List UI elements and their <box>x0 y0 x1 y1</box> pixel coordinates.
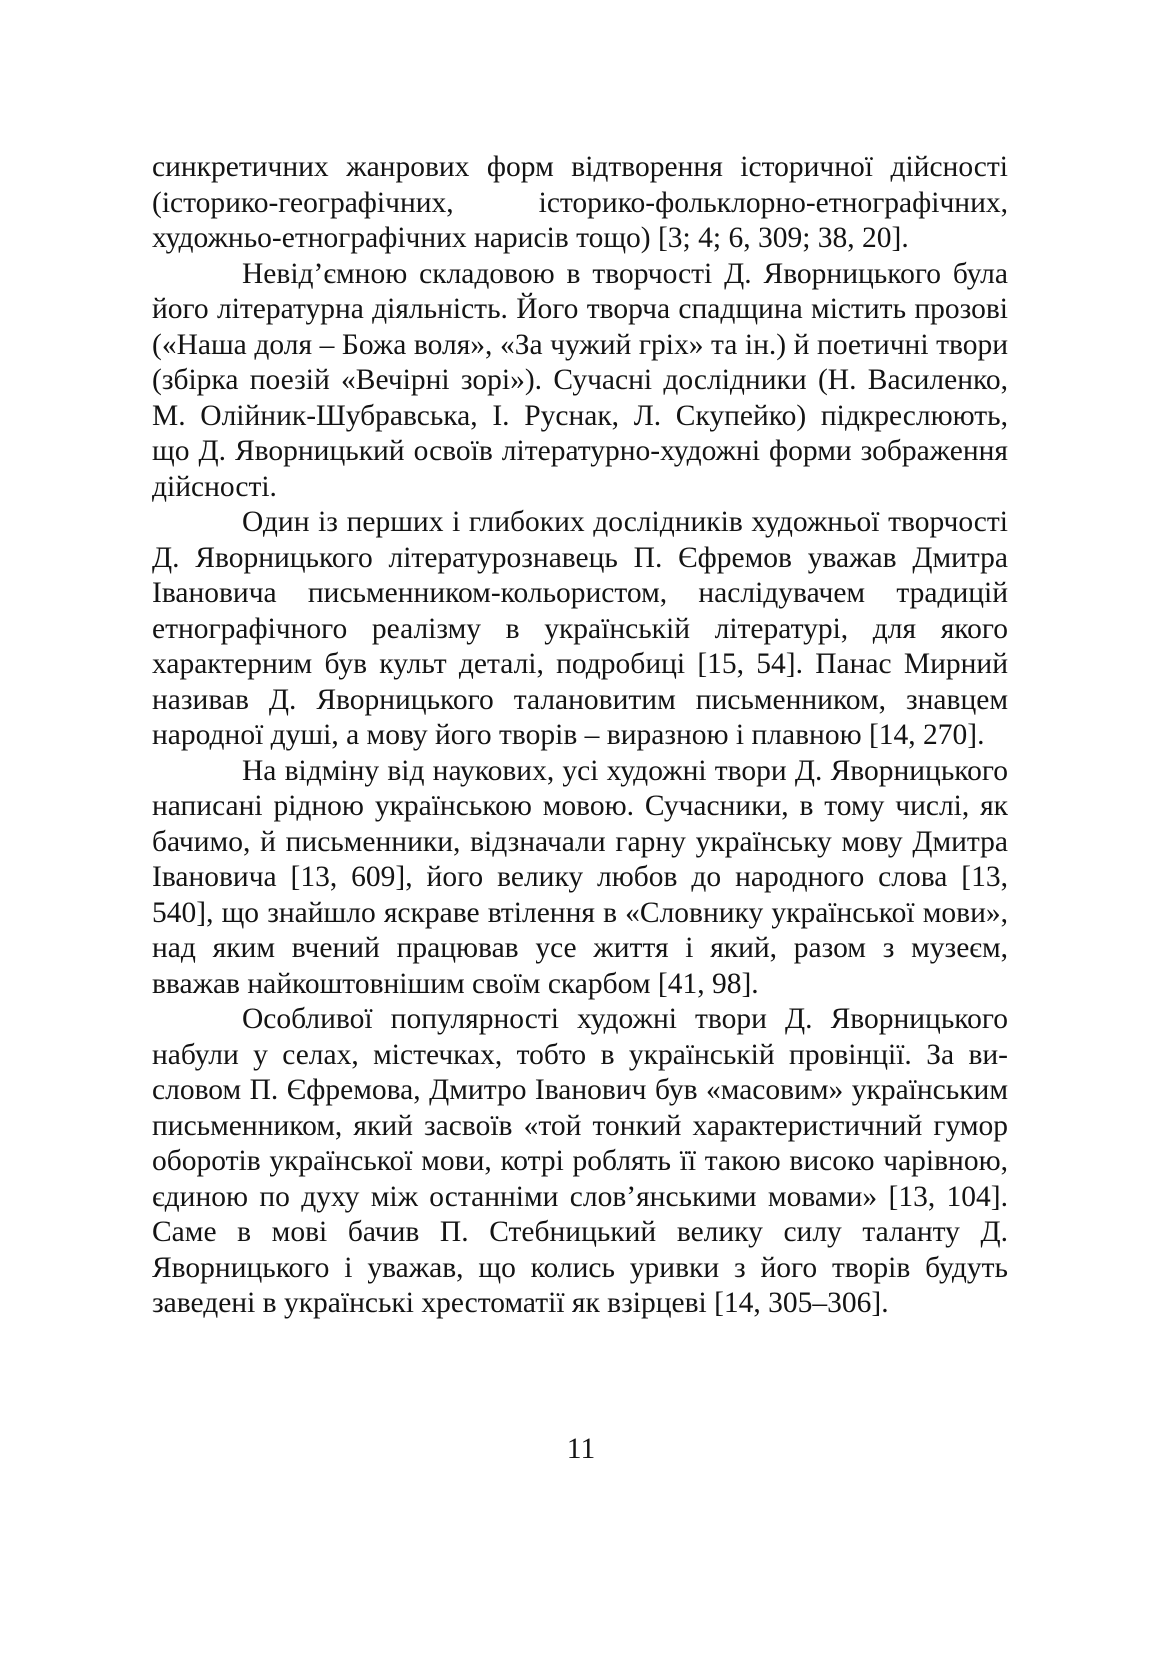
page-number: 11 <box>566 1433 596 1465</box>
paragraph-4: На відміну від наукових, усі художні твори Д. Яворницького написані рідною українською мовою. Сучасники, в тому числі, як бачимо, й письменники, відзначали гарну українську мову Дмитра Івановича [13, 609], його велику любов до народного слова [13, 540], що знайшло яскраве втілення в «Словнику української мови», над яким вчений працював усе життя і який, разом з музеєм, вважав найкоштовнішим своїм скарбом [41, 98]. <box>152 754 1008 1000</box>
paragraph-2: Невід’ємною складовою в творчості Д. Яворницького була його літературна діяльність. Його творча спадщина містить прозові («Наша доля – Божа воля», «За чужий гріх» та ін.) й поетичні твори (збірка поезій «Вечірні зорі»). Сучасні дослідники (Н. Василенко, М. Олійник-Шубравська, І. Руснак, Л. Скупейко) підкреслюють, що Д. Яворницький освоїв літературно-художні форми зображення дійсності. <box>152 257 1008 503</box>
paragraph-3: Один із перших і глибоких дослідників художньої творчості Д. Яворницького літературознавець П. Єфремов уважав Дмитра Івановича письменником-кольористом, наслідувачем традицій етнографічного реалізму в українській літературі, для якого характерним був культ деталі, подробиці [15, 54]. Панас Мирний називав Д. Яворницького талановитим письменником, знавцем народної душі, а мову його творів – виразною і плавною [14, 270]. <box>152 506 1008 751</box>
paragraph-5: Особливої популярності художні твори Д. Яворницького набули у селах, містечках, тобто в українській провінції. За висловом П. Єфремова, Дмитро Іванович був «масовим» українським письменником, який засвоїв «той тонкий характеристичний гумор оборотів української мови, котрі роблять її такою високо чарівною, єдиною по духу між останніми слов’янськими мовами» [13, 104]. Саме в мові бачив П. Стебницький велику силу таланту Д. Яворницького і уважав, що колись уривки з його творів будуть заведені в українські хрестоматії як взірцеві [14, 305–306]. <box>152 1003 1008 1319</box>
paragraph-1: синкретичних жанрових форм відтворення історичної дійсності (історико-географічних, історико-фольклорно-етнографічних, художньо-етнографічних нарисів тощо) [3; 4; 6, 309; 38, 20]. <box>152 151 1008 254</box>
body-text <box>152 150 1008 1322</box>
